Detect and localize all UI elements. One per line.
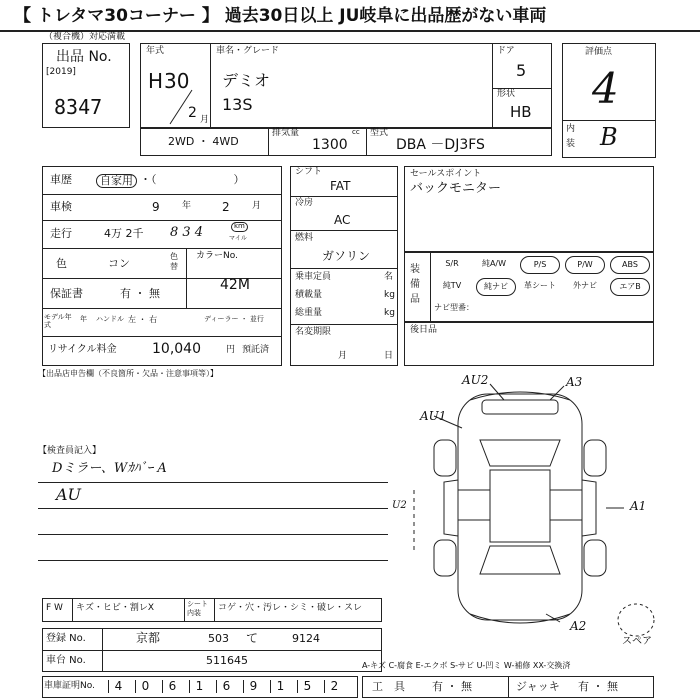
displacement-unit: cc [352, 128, 360, 136]
displacement-value: 1300 [312, 137, 348, 153]
interior-label-bottom: 装 [566, 139, 576, 149]
top-note: （複合機）対応満載 [44, 32, 126, 42]
lot-label: 出品 No. [56, 49, 112, 65]
equip-aw: 純A/W [481, 259, 507, 268]
color-change: 色替 [170, 252, 178, 271]
weight-label: 総重量 [295, 308, 323, 318]
cert-digit: 1 [189, 680, 209, 693]
fuel-label: 燃料 [295, 233, 314, 243]
equip-tv: 純TV [442, 281, 462, 290]
dealer-label: ディーラー ・ 並行 [204, 315, 264, 323]
after-items-box [404, 322, 654, 366]
doors-value: 5 [516, 61, 527, 80]
lot-year-tag: [2019] [46, 67, 76, 77]
spare-label: スペア [622, 636, 652, 647]
cert-digit: 2 [324, 680, 344, 693]
tools-value: 有 ・ 無 [432, 680, 472, 693]
shape-label: 形状 [497, 89, 516, 99]
drive-options: 2WD ・ 4WD [168, 135, 239, 148]
navi-model-label: ナビ型番： [434, 303, 474, 312]
fw-label: F W [46, 603, 63, 613]
cert-digit: 1 [270, 680, 290, 693]
history-label: 車歴 [50, 173, 72, 186]
fuel-value: ガソリン [322, 249, 371, 263]
warranty-value: 有 ・ 無 [120, 287, 160, 300]
inspection-label: 車検 [50, 200, 72, 213]
year-era: H [148, 69, 164, 93]
inspector-line1: Dミラー、Wｶﾊﾞｰ A [52, 461, 167, 476]
cert-digit: 6 [216, 680, 236, 693]
mark-au1: AU1 [420, 409, 447, 423]
reg-class: 503 [208, 632, 229, 645]
jack-value: 有 ・ 無 [578, 680, 618, 693]
inspector-line2: AU [56, 485, 82, 504]
seller-notes-label: 【出品店申告欄（不良箇所・欠品・注意事項等）】 [38, 369, 218, 378]
color-no-value: 42M [220, 277, 250, 293]
year-value: 30 [164, 69, 190, 93]
mark-au2: AU2 [462, 373, 489, 387]
year-label: 年式 [146, 46, 165, 56]
equip-sr: S/R [445, 259, 459, 268]
recycle-value: 10,040 [152, 341, 201, 357]
equipment-label: 装備品 [410, 264, 420, 305]
damage-legend: A-キズ C-腐食 E-エクボ S-サビ U-凹ミ W-補修 XX-交換済 [362, 661, 571, 670]
mileage-handwritten: 8 3 4 [170, 225, 204, 240]
cert-digit: 5 [297, 680, 317, 693]
doors-label: ドア [497, 46, 515, 56]
mileage-label: 走行 [50, 227, 72, 240]
chassis-value: 511645 [206, 654, 248, 667]
load-unit: kg [384, 290, 395, 300]
sales-point-value: バックモニター [410, 181, 502, 196]
month-unit: 月 [200, 115, 210, 125]
score-label: 評価点 [585, 47, 613, 57]
cert-digit: 9 [243, 680, 263, 693]
displacement-label: 排気量 [272, 128, 300, 138]
car-grade: 13S [222, 95, 253, 114]
inspection-month: 2 [222, 200, 230, 214]
interior-label-top: 内 [566, 124, 576, 134]
name-change-day: 日 [384, 351, 394, 361]
recycle-note: 預託済 [242, 345, 270, 355]
color-label: 色 [56, 257, 67, 270]
month-value: 2 [188, 105, 197, 121]
seat-label: シート内装 [187, 600, 208, 617]
cert-digit: 0 [135, 680, 155, 693]
recycle-label: リサイクル料金 [48, 344, 117, 355]
inspection-month-unit: 月 [252, 201, 262, 211]
reg-label: 登録 No. [46, 633, 86, 644]
lot-number: 8347 [54, 95, 103, 119]
model-change-year: 年 [80, 315, 87, 323]
cert-label: 車庫証明No. [44, 681, 95, 691]
interior-value: B [600, 123, 618, 151]
mark-u2: U2 [392, 500, 407, 511]
recycle-unit: 円 [226, 345, 236, 355]
mileage-unit-mile: マイル [229, 235, 247, 242]
shape-value: HB [510, 103, 532, 121]
equip-ext-navi: 外ナビ [573, 281, 597, 290]
history-rest: ・（ ） [140, 173, 245, 186]
history-value: 自家用 [96, 174, 137, 188]
banner-title: 【 トレタマ30コーナー 】 過去30日以上 JU岐阜に出品歴がない車両 [0, 0, 700, 32]
chassis-label: 車台 No. [46, 655, 86, 666]
car-label: 車名・グレード [216, 46, 280, 56]
mark-a1: A1 [630, 499, 647, 513]
name-change-label: 名変期限 [295, 327, 332, 337]
weight-unit: kg [384, 308, 395, 318]
warranty-label: 保証書 [50, 287, 83, 300]
model-change-label: モデル年式 [44, 313, 72, 329]
seat-items: コゲ・穴・汚レ・シミ・破レ・スレ [218, 603, 363, 613]
equip-navi: 純ナビ [476, 278, 516, 296]
reg-kana: て [246, 631, 259, 645]
sales-point-label: セールスポイント [410, 169, 482, 179]
score-value: 4 [592, 64, 619, 113]
equip-airbag: エアB [610, 278, 650, 296]
mark-a2: A2 [570, 619, 587, 633]
ac-label: 冷房 [295, 198, 314, 208]
color-value: コン [108, 257, 130, 270]
cert-digit: 4 [108, 680, 128, 693]
cert-digit: 6 [162, 680, 182, 693]
mark-a3: A3 [566, 375, 583, 389]
type-label: 型式 [370, 128, 389, 138]
capacity-unit: 名 [384, 272, 394, 282]
equip-pw: P/W [565, 256, 605, 274]
reg-number: 9124 [292, 632, 320, 645]
equip-ps: P/S [520, 256, 560, 274]
tools-label: 工 具 [372, 680, 405, 693]
shift-label: シフト [295, 167, 323, 177]
inspection-year: 9 [152, 200, 160, 214]
jack-label: ジャッキ [516, 680, 560, 693]
handle-value: 左 ・ 右 [128, 315, 158, 324]
reg-area: 京都 [136, 631, 161, 645]
ac-value: AC [334, 213, 351, 227]
car-name: デミオ [222, 71, 271, 90]
mileage-value: 4万 2千 [104, 227, 144, 240]
inspector-label: 【検査員記入】 [38, 446, 102, 456]
mileage-unit-km: km [231, 222, 248, 232]
handle-label: ハンドル [96, 315, 124, 323]
color-no-label: カラーNo. [196, 251, 238, 261]
type-value: DBA －DJ3FS [396, 137, 485, 153]
fw-items: キズ・ヒビ・割レX [76, 603, 154, 613]
equip-abs: ABS [610, 256, 650, 274]
capacity-label: 乗車定員 [295, 272, 332, 282]
load-label: 積載量 [295, 290, 323, 300]
equip-leather: 革シート [524, 281, 556, 290]
name-change-month: 月 [338, 351, 348, 361]
inspection-year-unit: 年 [182, 201, 192, 211]
after-items-label: 後日品 [410, 325, 438, 335]
shift-value: FAT [330, 179, 351, 193]
